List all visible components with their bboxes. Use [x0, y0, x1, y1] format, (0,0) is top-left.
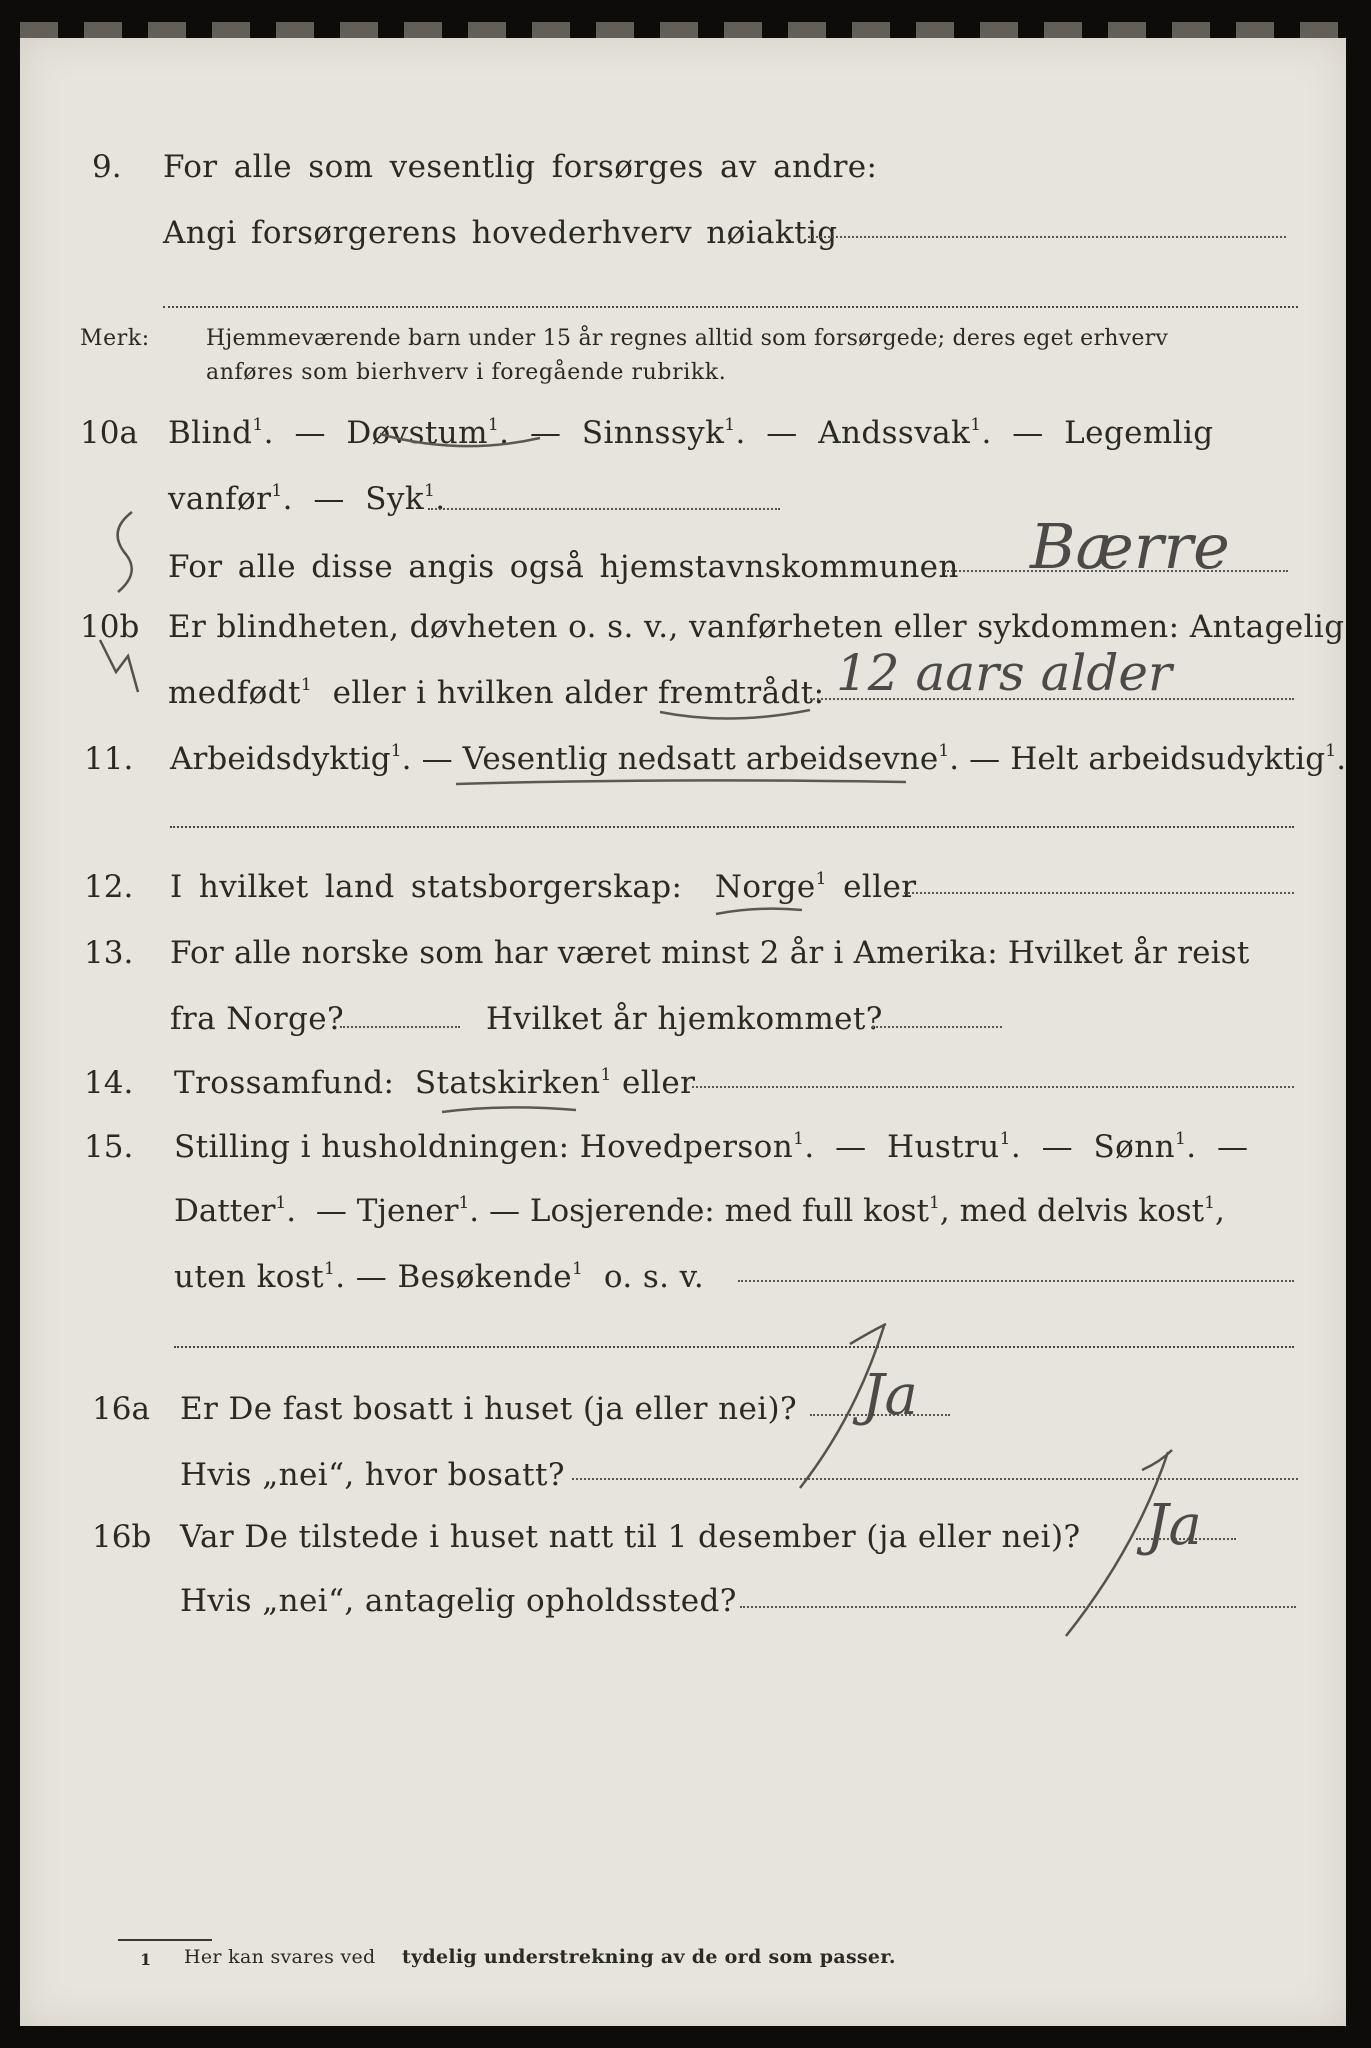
- q13-line2b: Hvilket år hjemkommet?: [486, 1001, 883, 1037]
- q16b-number: 16b: [92, 1519, 152, 1555]
- q13-year-returned-line: [872, 1026, 1002, 1028]
- q10a-number: 10a: [80, 415, 138, 451]
- q16a-line2: Hvis „nei“, hvor bosatt?: [180, 1457, 565, 1493]
- q12-line1: I hvilket land statsborgerskap: Norge$^1$ eller: [170, 869, 917, 905]
- q15-number: 15.: [84, 1129, 134, 1165]
- q16a-answer-line: [810, 1414, 950, 1416]
- merk-line1: Hjemmeværende barn under 15 år regnes alltid som forsørgede; deres eget erhverv: [206, 326, 1169, 351]
- q13-line2a: fra Norge?: [170, 1001, 345, 1037]
- q16b-location-line: [740, 1606, 1296, 1608]
- q16a-residence-line: [572, 1478, 1298, 1480]
- q15-answer-line-2: [174, 1346, 1294, 1348]
- q16a-number: 16a: [92, 1391, 150, 1427]
- q15-answer-line: [738, 1280, 1294, 1282]
- q13-year-left-line: [340, 1026, 460, 1028]
- q11-number: 11.: [84, 741, 134, 777]
- svg-text:12 aars alder: 12 aars alder: [836, 644, 1172, 702]
- svg-text:Bærre: Bærre: [1030, 510, 1230, 583]
- q16b-line1: Var De tilstede i huset natt til 1 desember (ja eller nei)?: [180, 1519, 1081, 1555]
- page-top-edge: [20, 22, 1346, 38]
- q9-answer-line-2: [163, 306, 1298, 308]
- q14-line1: Trossamfund: Statskirken$^1$ eller: [174, 1065, 696, 1101]
- q12-number: 12.: [84, 869, 134, 905]
- q9-answer-line: [808, 236, 1286, 238]
- q11-line1: Arbeidsdyktig$^1$. — Vesentlig nedsatt arbeidsevne$^1$. — Helt arbeidsudyktig$^1$.: [170, 741, 1347, 777]
- footnote-text-a: Her kan svares ved: [184, 1946, 376, 1968]
- footnote-rule: [118, 1939, 212, 1941]
- q10a-line2: vanfør$^1$. — Syk$^1$.: [168, 481, 446, 517]
- q15-line1: Stilling i husholdningen: Hovedperson$^1$. — Hustru$^1$. — Sønn$^1$. —: [174, 1129, 1249, 1165]
- q15-line3: uten kost$^1$. — Besøkende$^1$ o. s. v.: [174, 1259, 705, 1295]
- svg-text:Ja: Ja: [1146, 1493, 1202, 1558]
- q11-answer-line: [170, 826, 1294, 828]
- q9-line2: Angi forsørgerens hovederhverv nøiaktig: [163, 215, 838, 251]
- q10b-answer-line: [810, 698, 1294, 700]
- q10a-line1: Blind$^1$. — Døvstum$^1$. — Sinnssyk$^1$. — Andssvak$^1$. — Legemlig: [168, 415, 1214, 451]
- footnote-text-b: tydelig understrekning av de ord som passer.: [402, 1946, 896, 1968]
- q10b-line1: Er blindheten, døvheten o. s. v., vanførheten eller sykdommen: Antagelig: [168, 609, 1345, 645]
- q13-number: 13.: [84, 935, 134, 971]
- footnote-marker: 1: [140, 1950, 152, 1969]
- q15-line2: Datter$^1$. — Tjener$^1$. — Losjerende: med full kost$^1$, med delvis kost$^1$,: [174, 1193, 1225, 1229]
- merk-line2: anføres som bierhverv i foregående rubrikk.: [206, 360, 727, 385]
- q14-answer-line: [692, 1086, 1294, 1088]
- q13-line1: For alle norske som har været minst 2 år i Amerika: Hvilket år reist: [170, 935, 1250, 971]
- q9-line1: For alle som vesentlig forsørges av andre:: [163, 149, 878, 185]
- q10a-answer-line: [944, 570, 1288, 572]
- q16b-answer-line: [1136, 1538, 1236, 1540]
- q16b-line2: Hvis „nei“, antagelig opholdssted?: [180, 1583, 737, 1619]
- q10a-line3: For alle disse angis også hjemstavnskommunen: [168, 549, 959, 585]
- q16a-line1: Er De fast bosatt i huset (ja eller nei)?: [180, 1391, 798, 1427]
- q9-number: 9.: [92, 149, 122, 185]
- merk-label: Merk:: [80, 326, 150, 351]
- q10a-line2-dots: [428, 508, 780, 510]
- q10b-line2: medfødt$^1$ eller i hvilken alder fremtrådt:: [168, 675, 825, 711]
- q14-number: 14.: [84, 1065, 134, 1101]
- q10b-number: 10b: [80, 609, 140, 645]
- q12-answer-line: [904, 892, 1294, 894]
- svg-text:Ja: Ja: [862, 1363, 918, 1428]
